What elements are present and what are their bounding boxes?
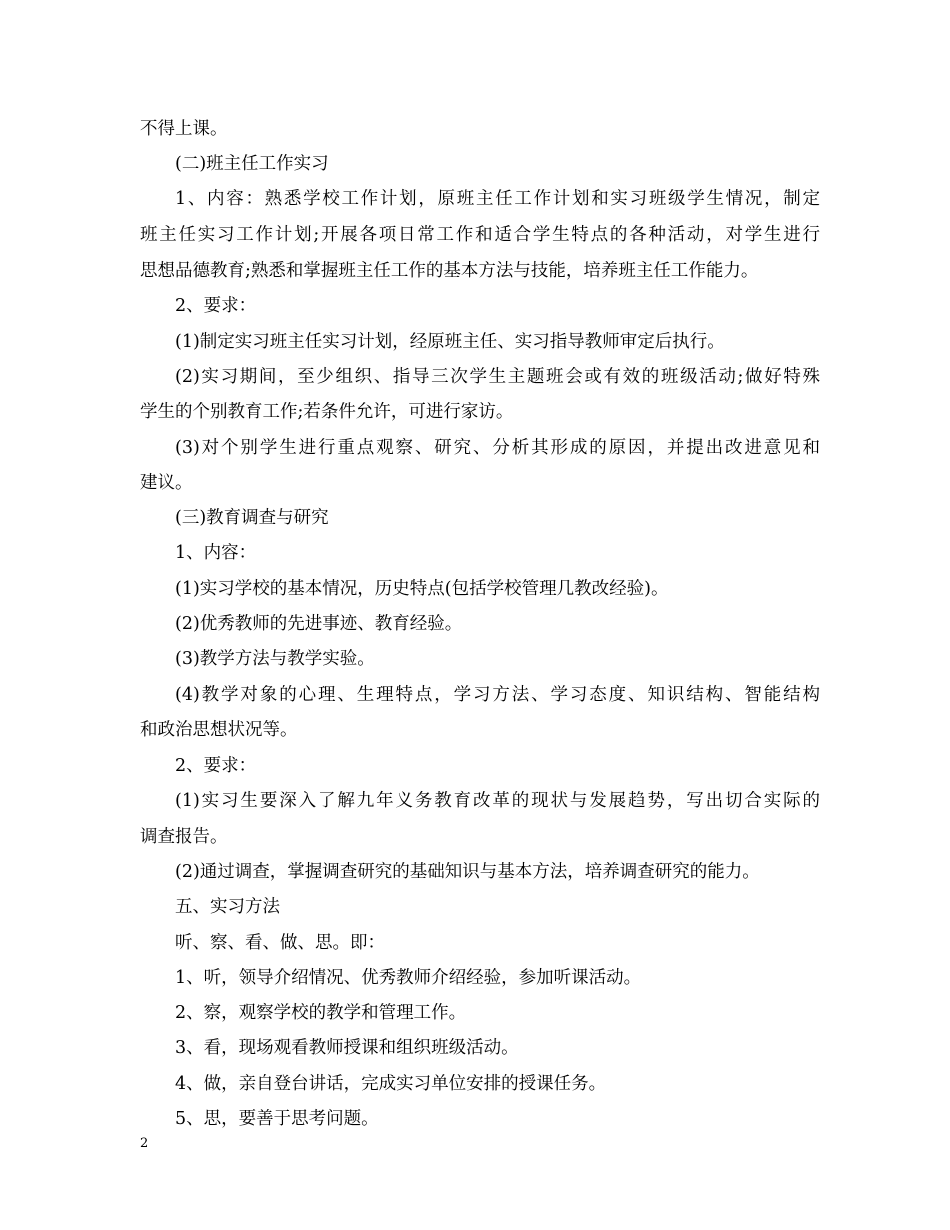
text-line: 和政治思想状况等。 — [140, 720, 298, 740]
text-line: (4)教学对象的心理、生理特点，学习方法、学习态度、知识结构、智能结构 — [175, 685, 820, 705]
section-heading: (二)班主任工作实习 — [175, 154, 329, 174]
text-line: (1)实习生要深入了解九年义务教育改革的现状与发展趋势，写出切合实际的 — [175, 791, 820, 811]
text-line: 听、察、看、做、思。即： — [175, 933, 385, 953]
text-line: 5、思，要善于思考问题。 — [175, 1109, 379, 1129]
text-line: 班主任实习工作计划;开展各项日常工作和适合学生特点的各种活动，对学生进行 — [140, 225, 820, 245]
text-line: (1)制定实习班主任实习计划，经原班主任、实习指导教师审定后执行。 — [175, 332, 725, 352]
text-line: 3、看，现场观看教师授课和组织班级活动。 — [175, 1038, 519, 1058]
text-line: 学生的个别教育工作;若条件允许，可进行家访。 — [140, 402, 514, 422]
text-line: 1、听，领导介绍情况、优秀教师介绍经验，参加听课活动。 — [175, 968, 642, 988]
text-line: (3)教学方法与教学实验。 — [175, 649, 375, 669]
page-number: 2 — [140, 1136, 149, 1151]
text-line: (3)对个别学生进行重点观察、研究、分析其形成的原因，并提出改进意见和 — [175, 438, 820, 458]
text-line: (2)通过调查，掌握调查研究的基础知识与基本方法，培养调查研究的能力。 — [175, 862, 760, 882]
text-line: 1、内容：熟悉学校工作计划，原班主任工作计划和实习班级学生情况，制定 — [175, 189, 820, 209]
text-line: 2、要求： — [175, 756, 257, 776]
text-line: (1)实习学校的基本情况，历史特点(包括学校管理几教改经验)。 — [175, 579, 669, 599]
section-heading: (三)教育调查与研究 — [175, 508, 329, 528]
text-line: 2、察，观察学校的教学和管理工作。 — [175, 1003, 467, 1023]
text-line: 调查报告。 — [140, 827, 228, 847]
text-line: 思想品德教育;熟悉和掌握班主任工作的基本方法与技能，培养班主任工作能力。 — [140, 261, 759, 281]
text-line: 2、要求： — [175, 296, 257, 316]
text-line: 1、内容： — [175, 543, 257, 563]
text-line: (2)实习期间，至少组织、指导三次学生主题班会或有效的班级活动;做好特殊 — [175, 367, 820, 387]
text-line: 4、做，亲自登台讲话，完成实习单位安排的授课任务。 — [175, 1074, 607, 1094]
section-heading: 五、实习方法 — [175, 897, 280, 917]
text-line: 建议。 — [140, 473, 193, 493]
text-line: (2)优秀教师的先进事迹、教育经验。 — [175, 614, 463, 634]
text-line: 不得上课。 — [140, 119, 228, 139]
